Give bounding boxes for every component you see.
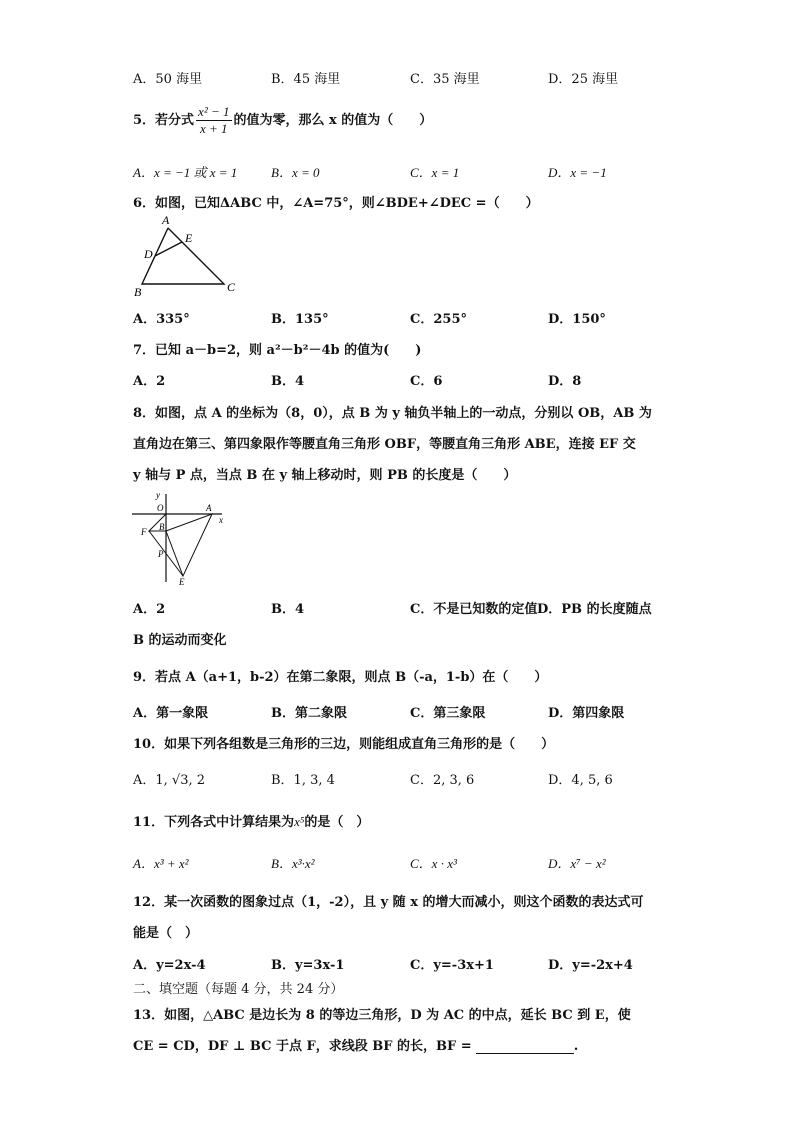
q12-stem-line2: 能是（ ） [133,926,199,941]
section-fill-in-title: 二、填空题（每题 4 分，共 24 分） [133,982,344,997]
q5-fraction [196,104,231,137]
q4-option-a: A．50 海里 [133,72,203,87]
q11-stem-pre: 11．下列各式中计算结果为 [133,815,295,830]
q9-option-d: D．第四象限 [548,706,625,721]
q6-label-d: D [144,247,153,261]
q11-stem-post: 的是（ ） [304,815,370,830]
q11-option-d: D．x⁷ − x² [548,856,606,871]
q10-stem: 10．如果下列各组数是三角形的三边，则能组成直角三角形的是（ ） [133,737,555,752]
q11-option-c: C．x · x³ [410,856,457,871]
q13-answer-blank[interactable] [476,1041,574,1054]
q13-stem-line2-text: CE = CD，DF ⊥ BC 于点 F，求线段 BF 的长，BF = [133,1039,472,1054]
q4-option-b: B．45 海里 [271,72,341,87]
q8-label-y: y [156,490,160,500]
q9-option-b: B．第二象限 [271,706,347,721]
q8-option-wrap: B 的运动而变化 [133,633,227,648]
q6-triangle-figure [130,210,250,300]
q11-option-b: B．x³·x² [271,856,315,871]
q10-option-d: D．4, 5, 6 [548,773,613,788]
q5-suffix: 的值为零，那么 x 的值为（ ） [233,113,433,128]
q12-option-c: C．y=-3x+1 [410,958,494,973]
q6-triangle-edges [142,228,224,284]
q8-option-d: D．PB 的长度随点 [537,602,652,617]
q12-option-b: B．y=3x-1 [271,958,345,973]
q5-option-d: D．x = −1 [548,165,607,180]
q8-label-o: O [157,503,164,513]
q12-option-a: A．y=2x-4 [133,958,206,973]
q6-label-b: B [134,285,142,299]
q5-frac-den: x + 1 [200,121,228,136]
q10-option-b: B．1, 3, 4 [271,773,335,788]
q11-stem-math: x⁵ [294,814,305,829]
q6-segment-de [155,242,182,256]
q6-label-c: C [227,280,236,294]
q12-stem-line1: 12．某一次函数的图象过点（1，-2），且 y 随 x 的增大而减小，则这个函数的表达式可 [133,895,644,910]
q13-stem-line1: 13．如图，△ABC 是边长为 8 的等边三角形，D 为 AC 的中点，延长 BC 到 E，使 [133,1008,631,1023]
q8-stem-line3: y 轴与 P 点，当点 B 在 y 轴上移动时，则 PB 的长度是（ ） [133,468,517,483]
q11-stem [133,811,369,830]
q7-option-c: C．6 [410,374,443,389]
q6-option-a: A．335° [133,312,190,327]
q6-option-c: C．255° [410,312,467,327]
q8-label-x: x [219,515,223,525]
q5-frac-num: x² − 1 [198,104,230,119]
q8-label-e: E [179,577,185,587]
q9-stem: 9．若点 A（a+1，b-2）在第二象限，则点 B（-a，1-b）在（ ） [133,670,548,685]
q8-option-a: A．2 [133,602,166,617]
q8-triangle-abe [166,514,212,576]
q8-label-p: P [158,549,164,559]
q5-prefix: 5．若分式 [133,113,195,128]
q5-option-a: A．x = −1 或 x = 1 [133,165,238,180]
q13-stem-line2-end: . [573,1039,579,1054]
q8-stem-line1: 8．如图，点 A 的坐标为（8，0），点 B 为 y 轴负半轴上的一动点，分别以 OB，AB 为 [133,406,652,421]
q6-stem: 6．如图，已知ΔABC 中，∠A=75°，则∠BDE+∠DEC =（ ） [133,196,539,211]
q8-coordinate-figure [130,490,235,588]
q8-label-f: F [141,527,147,537]
q7-option-d: D．8 [548,374,582,389]
q11-option-a: A．x³ + x² [133,856,189,871]
q5-stem [133,104,432,137]
q8-option-b: B．4 [271,602,305,617]
q4-option-c: C．35 海里 [410,72,480,87]
q10-option-a: A．1, √3, 2 [133,773,206,788]
q13-stem-line2 [133,1035,578,1054]
q8-stem-line2: 直角边在第三、第四象限作等腰直角三角形 OBF，等腰直角三角形 ABE，连接 EF 交 [133,437,636,452]
q6-label-e: E [185,231,193,245]
q4-option-d: D．25 海里 [548,72,619,87]
q5-option-b: B．x = 0 [271,165,320,180]
q9-option-a: A．第一象限 [133,706,209,721]
q7-option-a: A．2 [133,374,166,389]
q6-label-a: A [162,213,170,227]
q6-option-b: B．135° [271,312,329,327]
q10-option-c: C．2, 3, 6 [410,773,475,788]
q8-label-a: A [206,503,212,513]
q6-option-d: D．150° [548,312,606,327]
q8-option-c: C．不是已知数的定值 [410,602,538,617]
q5-option-c: C．x = 1 [410,165,460,180]
q12-option-d: D．y=-2x+4 [548,958,633,973]
q7-stem: 7．已知 a－b=2，则 a²－b²－4b 的值为( ) [133,343,422,358]
q7-option-b: B．4 [271,374,305,389]
q8-label-b: B [159,522,165,532]
q9-option-c: C．第三象限 [410,706,486,721]
